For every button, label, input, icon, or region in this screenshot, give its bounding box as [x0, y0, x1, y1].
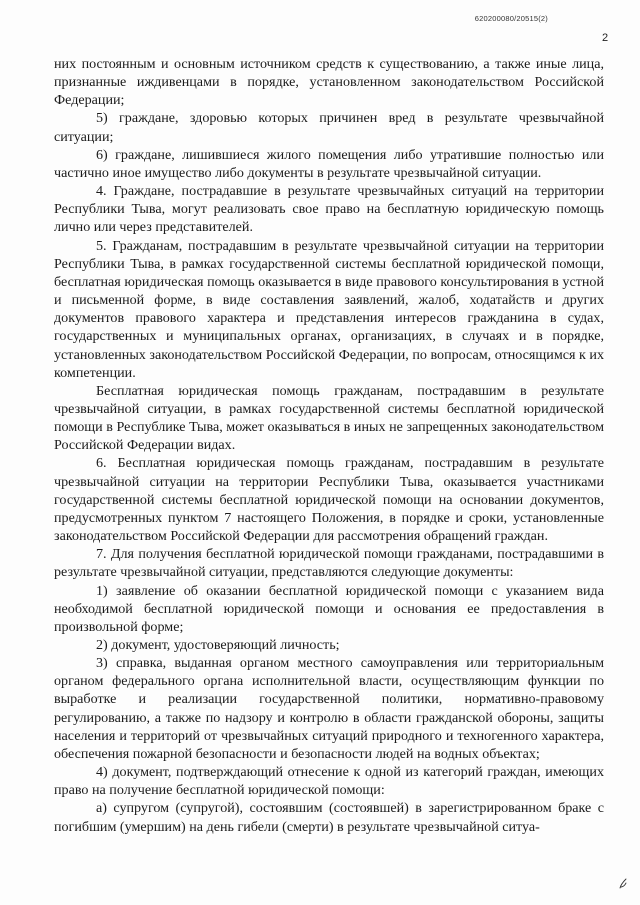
paragraph-clause-5-continued: Бесплатная юридическая помощь гражданам, пострадавшим в результате чрезвычайной ситуации, в рамках государственной системы бесплатной юридической помощи в Республике Тыва, может оказываться в иных не запрещенных законодательством Российской Федерации видах. [54, 382, 604, 454]
paragraph-document-2: 2) документ, удостоверяющий личность; [96, 637, 340, 653]
paragraph-clause-4: 4. Граждане, пострадавшие в результате чрезвычайных ситуаций на территории Республики Тыва, могут реализовать свое право на бесплатную юридическую помощь лично или через представителей. [54, 183, 604, 236]
paragraph-document-4: 4) документ, подтверждающий отнесение к одной из категорий граждан, имеющих право на получение бесплатной юридической помощи: [54, 764, 604, 799]
document-registration-code: 620200080/20515(2) [474, 14, 548, 23]
paragraph-clause-6: 6. Бесплатная юридическая помощь гражданам, пострадавшим в результате чрезвычайной ситуации на территории Республики Тыва, оказывается участниками государственной системы бесплатной юридической помощи на основании документов, предусмотренных пунктом 7 настоящего Положения, в порядке и сроки, установленные законодательством Российской Федерации для рассмотрения обращений граждан. [54, 455, 604, 545]
paragraph-item-6: 6) граждане, лишившиеся жилого помещения либо утратившие полностью или частично иное имущество либо документы в результате чрезвычайной ситуации. [54, 146, 604, 181]
document-body [54, 55, 604, 836]
paragraph-document-1: 1) заявление об оказании бесплатной юридической помощи с указанием вида необходимой бесплатной юридической помощи и основания ее предоставления в произвольной форме; [54, 582, 604, 635]
page-number: 2 [602, 32, 609, 44]
paragraph-clause-7: 7. Для получения бесплатной юридической помощи гражданами, пострадавшими в результате чрезвычайной ситуации, представляются следующие документы: [54, 546, 604, 581]
handwritten-initial-mark [618, 878, 628, 890]
paragraph-document-3: 3) справка, выданная органом местного самоуправления или территориальным органом федерального органа исполнительной власти, осуществляющим функции по выработке и реализации государственной политики, нормативно-правовому регулированию, а также по надзору и контролю в области гражданской обороны, защиты населения и территорий от чрезвычайных ситуаций природного и техногенного характера, обеспечения пожарной безопасности и безопасности людей на водных объектах; [54, 655, 604, 762]
paragraph-subitem-a: а) супругом (супругой), состоявшим (состоявшей) в зарегистрированном браке с погибшим (умершим) на день гибели (смерти) в результате чрезвычайной ситуа- [54, 800, 604, 835]
paragraph-continuation: них постоянным и основным источником средств к существованию, а также иные лица, признанные иждивенцами в порядке, установленном законодательством Российской Федерации; [54, 56, 604, 109]
paragraph-item-5: 5) граждане, здоровью которых причинен вред в результате чрезвычайной ситуации; [54, 110, 604, 145]
paragraph-clause-5: 5. Гражданам, пострадавшим в результате чрезвычайной ситуации на территории Республики Тыва, в рамках государственной системы бесплатной юридической помощи, бесплатная юридическая помощь оказывается в виде правового консультирования в устной и письменной форме, в виде составления заявлений, жалоб, ходатайств и других документов правового характера и представления интересов гражданина в судах, государственных и муниципальных органах, организациях, в случаях и в порядке, установленных законодательством Российской Федерации, по вопросам, относящимся к их компетенции. [54, 237, 604, 381]
